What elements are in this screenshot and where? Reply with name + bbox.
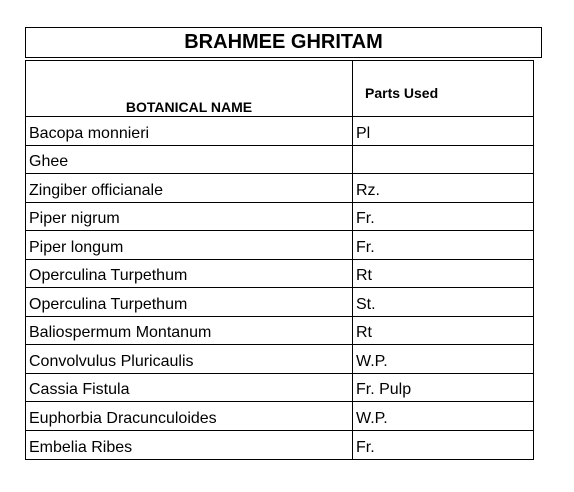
botanical-name-cell: Operculina Turpethum xyxy=(26,288,353,316)
botanical-name-cell: Bacopa monnieri xyxy=(26,117,353,145)
table-row xyxy=(26,374,533,403)
table-row xyxy=(26,146,533,175)
botanical-name-cell: Operculina Turpethum xyxy=(26,260,353,288)
parts-used-cell: Fr. xyxy=(356,238,375,256)
document-title: BRAHMEE GHRITAM xyxy=(25,27,542,58)
parts-used-header: Parts Used xyxy=(365,85,439,101)
table-row xyxy=(26,203,533,232)
botanical-name-cell: Convolvulus Pluricaulis xyxy=(26,345,353,373)
table-row xyxy=(26,117,533,146)
table-row xyxy=(26,431,533,460)
botanical-name-cell: Embelia Ribes xyxy=(26,431,353,460)
table-row xyxy=(26,402,533,431)
ingredients-table xyxy=(25,60,534,460)
botanical-name-cell: Baliospermum Montanum xyxy=(26,317,353,345)
table-row xyxy=(26,317,533,346)
botanical-name-cell: Zingiber officianale xyxy=(26,174,353,202)
table-row xyxy=(26,174,533,203)
parts-used-cell: W.P. xyxy=(356,352,388,370)
parts-used-cell: St. xyxy=(356,295,376,313)
botanical-name-cell: Euphorbia Dracunculoides xyxy=(26,402,353,430)
botanical-name-cell: Piper longum xyxy=(26,231,353,259)
botanical-name-cell: Piper nigrum xyxy=(26,203,353,231)
parts-used-cell xyxy=(353,146,533,174)
table-row xyxy=(26,260,533,289)
botanical-name-cell: Ghee xyxy=(26,146,353,174)
table-row xyxy=(26,288,533,317)
botanical-name-header: BOTANICAL NAME xyxy=(26,61,353,116)
parts-used-cell: Fr. xyxy=(356,439,375,456)
parts-used-cell: Fr. xyxy=(356,210,375,227)
table-header-row xyxy=(26,61,533,117)
table-row xyxy=(26,345,533,374)
parts-used-cell: Rt xyxy=(356,324,372,341)
parts-used-cell: W.P. xyxy=(356,409,388,427)
parts-used-cell: Pl xyxy=(356,124,371,142)
parts-used-cell: Fr. Pulp xyxy=(356,381,412,398)
parts-used-cell: Rz. xyxy=(356,181,380,199)
parts-used-cell: Rt xyxy=(356,267,372,284)
table-row xyxy=(26,231,533,260)
botanical-name-cell: Cassia Fistula xyxy=(26,374,353,402)
